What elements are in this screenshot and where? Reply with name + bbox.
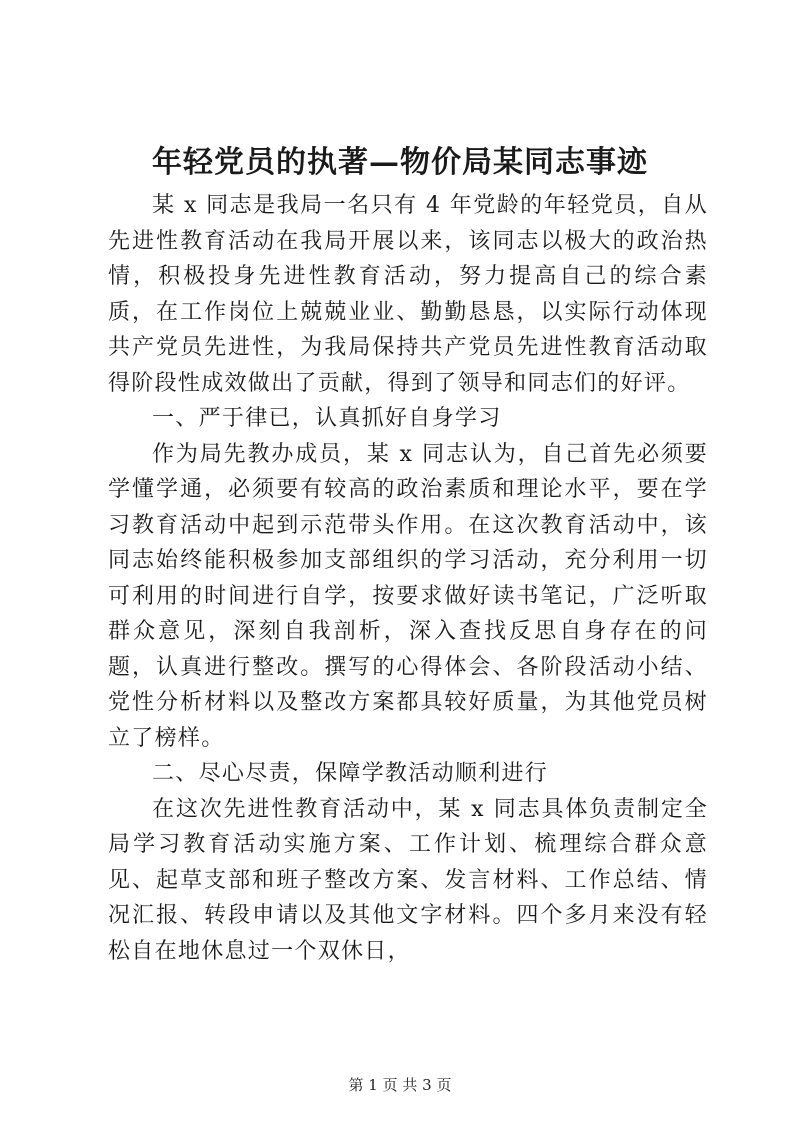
section-heading-1: 一、严于律已，认真抓好自身学习 xyxy=(152,406,502,431)
paragraph-section-1: 作为局先教办成员，某 x 同志认为，自己首先必须要学懂学通，必须要有较高的政治素质和理论水平，要在学习教育活动中起到示范带头作用。在这次教育活动中，该同志始终能积极参加支部组织的学习活动，充分利用一切可利用的时间进行自学，按要求做好读书笔记，广泛听取群众意见，深刻自我剖析，深入查找反思自身存在的问题，认真进行整改。撰写的心得体会、各阶段活动小结、党性分析材料以及整改方案都具较好质量，为其他党员树立了榜样。 xyxy=(108,441,708,751)
document-body xyxy=(108,188,708,969)
page-footer: 第 1 页 共 3 页 xyxy=(348,1076,452,1094)
paragraph-intro: 某 x 同志是我局一名只有 4 年党龄的年轻党员，自从先进性教育活动在我局开展以来，该同志以极大的政治热情，积极投身先进性教育活动，努力提高自己的综合素质，在工作岗位上兢兢业业、勤勤恳恳，以实际行动体现共产党员先进性，为我局保持共产党员先进性教育活动取得阶段性成效做出了贡献，得到了领导和同志们的好评。 xyxy=(108,193,708,396)
document-title: 年轻党员的执著—物价局某同志事迹 xyxy=(152,145,648,180)
paragraph-section-2: 在这次先进性教育活动中，某 x 同志具体负责制定全局学习教育活动实施方案、工作计划、梳理综合群众意见、起草支部和班子整改方案、发言材料、工作总结、情况汇报、转段申请以及其他文字材料。四个多月来没有轻松自在地休息过一个双休日， xyxy=(108,796,708,964)
section-heading-2: 二、尽心尽责，保障学教活动顺利进行 xyxy=(152,761,549,786)
